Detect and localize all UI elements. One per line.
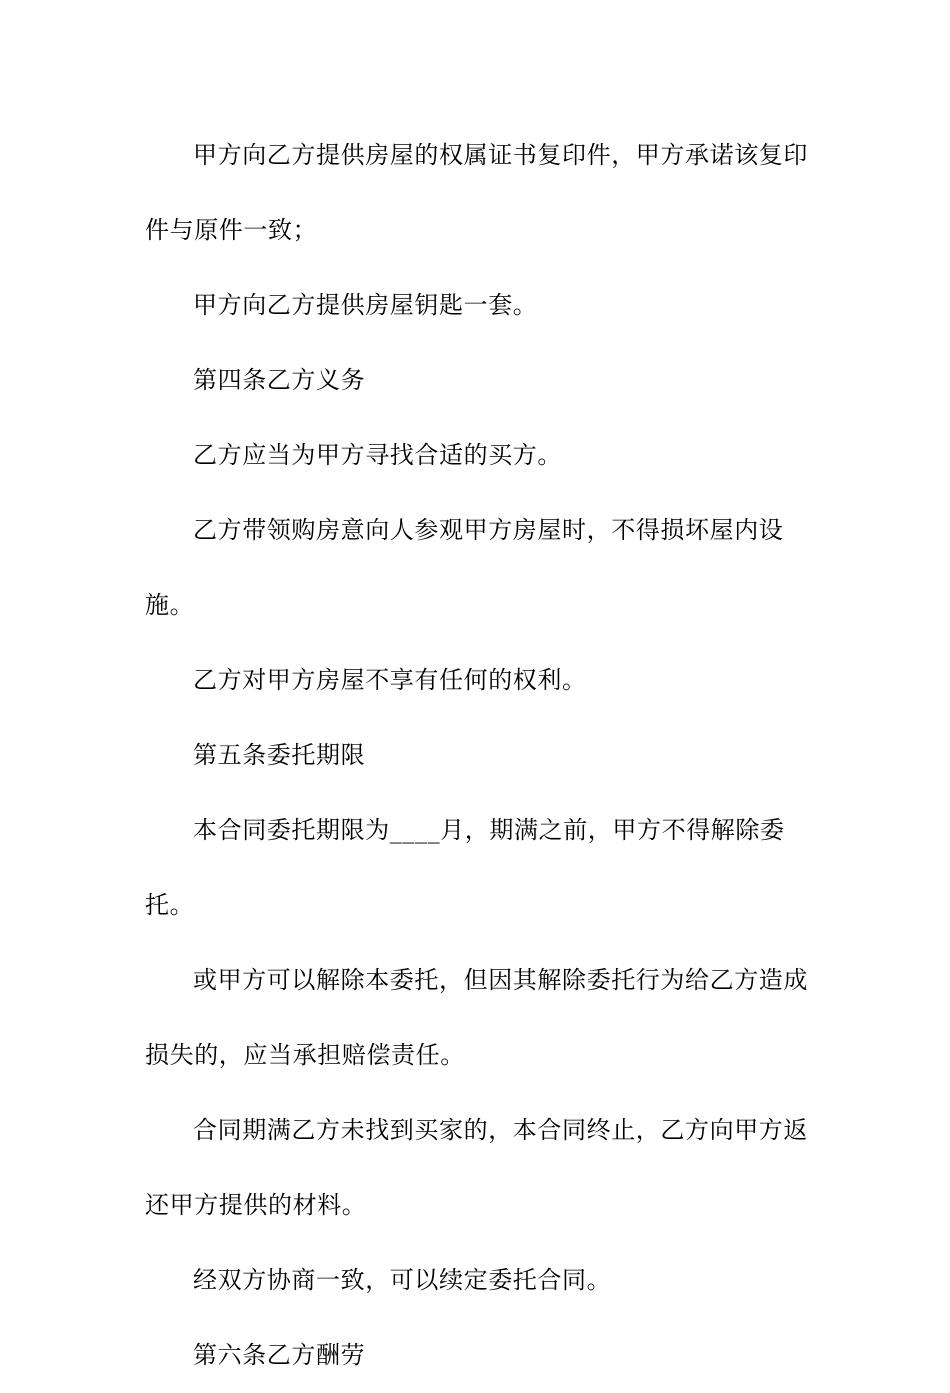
paragraph-termination-liability: 或甲方可以解除本委托，但因其解除委托行为给乙方造成损失的，应当承担赔偿责任。 — [145, 966, 808, 1069]
paragraph-term: 本合同委托期限为____月，期满之前，甲方不得解除委托。 — [145, 816, 785, 919]
paragraph-property-certificate: 甲方向乙方提供房屋的权属证书复印件，甲方承诺该复印件与原件一致； — [145, 141, 808, 244]
document-body — [145, 118, 810, 1393]
paragraph-renewal: 经双方协商一致，可以续定委托合同。 — [193, 1266, 612, 1294]
paragraph-no-damage: 乙方带领购房意向人参观甲方房屋时，不得损坏屋内设施。 — [145, 516, 784, 619]
paragraph-house-keys: 甲方向乙方提供房屋钥匙一套。 — [193, 291, 538, 319]
paragraph-no-rights: 乙方对甲方房屋不享有任何的权利。 — [193, 666, 587, 694]
article-four-heading: 第四条乙方义务 — [193, 366, 366, 394]
paragraph-contract-expiry: 合同期满乙方未找到买家的，本合同终止，乙方向甲方返还甲方提供的材料。 — [145, 1116, 808, 1219]
article-six-heading: 第六条乙方酬劳 — [193, 1341, 366, 1369]
paragraph-find-buyer: 乙方应当为甲方寻找合适的买方。 — [193, 441, 562, 469]
article-five-heading: 第五条委托期限 — [193, 741, 366, 769]
